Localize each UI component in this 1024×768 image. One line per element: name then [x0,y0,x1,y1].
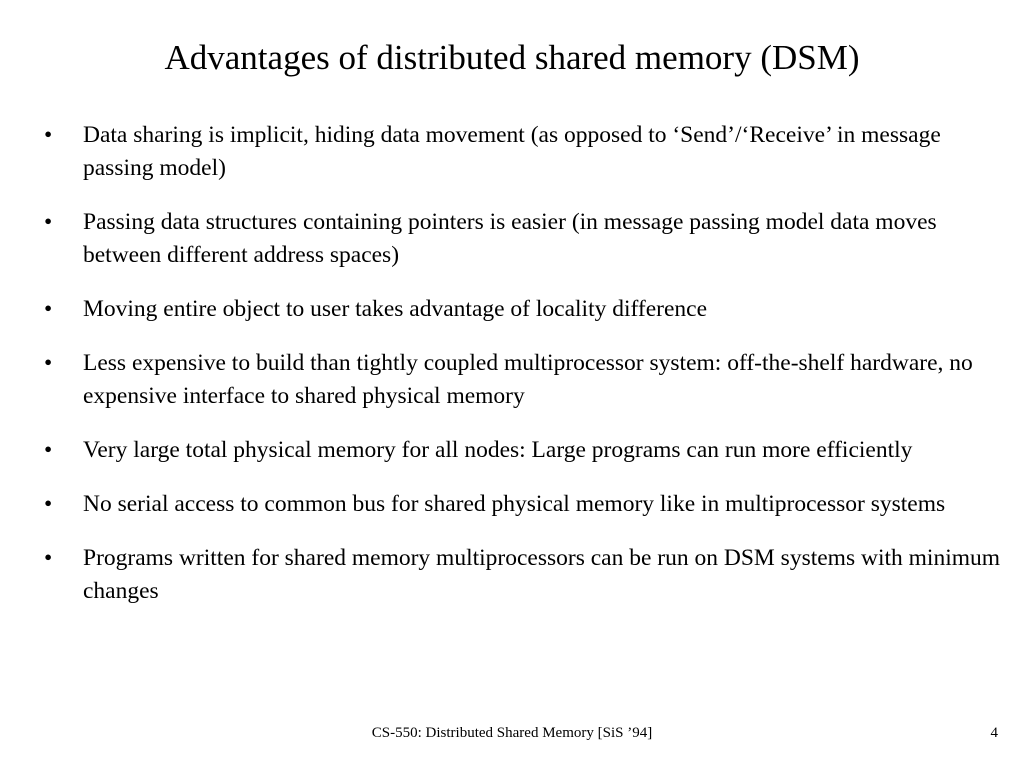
bullet-text: Less expensive to build than tightly coupled multiprocessor system: off-the-shelf hardware, no expensive interface to shared physical memory [83,350,973,409]
slide-footer: CS-550: Distributed Shared Memory [SiS ’94] [371,725,653,741]
bullet-text: Very large total physical memory for all nodes: Large programs can run more efficiently [83,437,913,463]
bullet-dot-icon: • [44,296,53,322]
bullet-dot-icon: • [44,350,53,376]
slide-title: Advantages of distributed shared memory (DSM) [164,38,860,77]
bullet-item [44,119,1014,185]
bullet-item [44,542,1014,608]
bullet-dot-icon: • [44,209,53,235]
bullet-text: Passing data structures containing pointers is easier (in message passing model data moves between different address spaces) [83,209,937,268]
bullet-item [44,206,1014,272]
bullet-dot-icon: • [44,491,53,517]
bullet-text: No serial access to common bus for shared physical memory like in multiprocessor systems [83,491,946,517]
bullet-dot-icon: • [44,545,53,571]
bullet-dot-icon: • [44,122,53,148]
bullet-text: Data sharing is implicit, hiding data movement (as opposed to ‘Send’/‘Receive’ in message passing model) [83,122,941,181]
bullet-item [44,488,1014,521]
bullet-item [44,347,1014,413]
bullet-text: Moving entire object to user takes advantage of locality difference [83,296,708,322]
bullet-dot-icon: • [44,437,53,463]
page-number: 4 [990,725,998,741]
bullet-text: Programs written for shared memory multiprocessors can be run on DSM systems with minimum changes [83,545,1001,604]
bullet-item [44,293,1014,326]
bullet-list [44,119,1014,629]
bullet-item [44,434,1014,467]
